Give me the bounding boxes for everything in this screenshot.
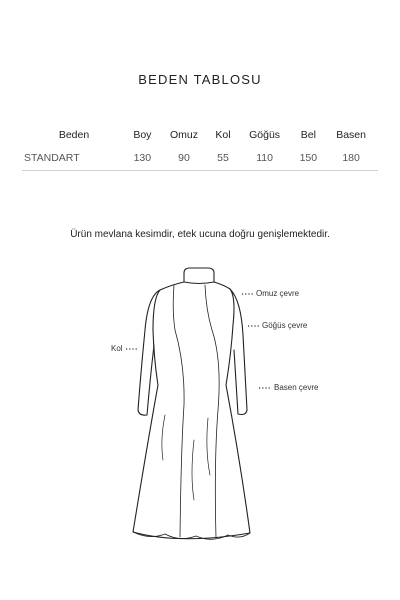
header-beden: Beden	[58, 129, 90, 141]
skirt-fold-right	[207, 418, 210, 475]
header-omuz: Omuz	[169, 129, 198, 141]
label-kol: Kol	[111, 344, 123, 353]
cell-omuz: 90	[159, 146, 210, 171]
header-gogus: Göğüs	[249, 129, 281, 141]
cell-basen: 180	[324, 146, 378, 171]
label-basen: Basen çevre	[274, 383, 319, 392]
dress-body	[133, 282, 250, 539]
dress-collar	[184, 268, 214, 284]
page-title: BEDEN TABLOSU	[138, 72, 262, 87]
cell-kol: 55	[209, 146, 236, 171]
cell-gogus: 110	[237, 146, 293, 171]
cell-bel: 150	[293, 146, 325, 171]
cell-beden: STANDART	[22, 146, 126, 171]
skirt-fold-mid	[192, 440, 194, 500]
label-gogus: Göğüs çevre	[262, 321, 308, 330]
left-sleeve	[138, 290, 160, 415]
header-basen: Basen	[336, 129, 366, 141]
header-kol: Kol	[215, 129, 231, 141]
skirt-fold-left	[162, 415, 165, 460]
left-seam	[173, 285, 184, 537]
label-omuz: Omuz çevre	[256, 289, 300, 298]
header-bel: Bel	[300, 129, 316, 141]
product-note: Ürün mevlana kesimdir, etek ucuna doğru genişlemektedir.	[70, 229, 330, 240]
right-seam	[205, 285, 219, 538]
right-sleeve	[230, 289, 247, 415]
header-boy: Boy	[133, 129, 152, 141]
cell-boy: 130	[126, 146, 159, 171]
